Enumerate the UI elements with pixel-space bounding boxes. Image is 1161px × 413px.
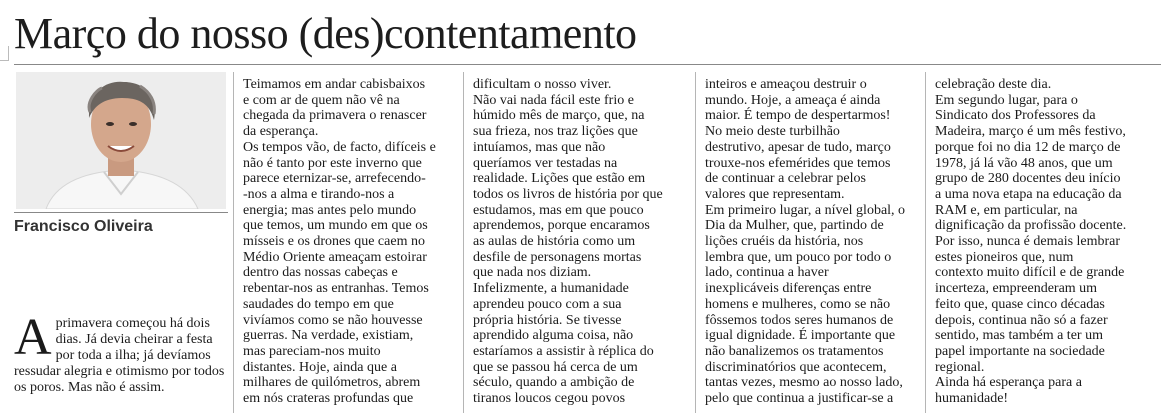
column-line: depois, continua não só a fazer: [935, 312, 1108, 328]
column-line: milhares de quilómetros, abrem: [243, 375, 421, 391]
text-column-4: [935, 77, 1126, 413]
column-line: mísseis e os drones que caem no: [243, 234, 425, 250]
column-line: contexto muito difícil e de grande: [935, 265, 1125, 281]
column-line: trouxe-nos efemérides que temos: [705, 155, 891, 171]
column-line: não é tanto por este inverno que: [243, 155, 422, 171]
column-line: aprendemos, porque encaramos: [473, 218, 650, 234]
column-divider: [695, 72, 696, 413]
lead-paragraph: [14, 309, 228, 396]
column-line: Ainda há esperança para a: [935, 375, 1082, 391]
article-title: Março do nosso (des)contentamento: [14, 9, 637, 58]
column-line: estes pioneiros que, num: [935, 249, 1074, 265]
author-divider: [14, 212, 228, 213]
text-column-1: [243, 77, 436, 413]
column-line: saudades do tempo em que: [243, 296, 394, 312]
column-line: Dia da Mulher, que, partindo de: [705, 218, 884, 234]
column-line: discriminatórios que acontecem,: [705, 359, 887, 375]
column-line: inexplicáveis diferenças entre: [705, 281, 872, 297]
column-divider: [233, 72, 234, 413]
column-line: vivíamos como se não houvesse: [243, 312, 423, 328]
column-line: Os tempos vão, de facto, difíceis e: [243, 139, 436, 155]
column-line: de continuar a celebrar pelos: [705, 171, 866, 187]
column-line: igual dignidade. É importante que: [705, 328, 896, 344]
column-line: inteiros e ameaçou destruir o: [705, 77, 867, 92]
column-line: sua frieza, nos traz lições que: [473, 124, 638, 140]
column-line: século, quando a ambição de: [473, 375, 635, 391]
column-line: porque foi no dia 12 de março de: [935, 139, 1121, 155]
column-line: Madeira, março é um mês festivo,: [935, 124, 1126, 140]
column-line: Em primeiro lugar, a nível global, o: [705, 202, 906, 218]
column-line: maior. É tempo de despertarmos!: [705, 108, 891, 124]
column-line: papel importante na sociedade: [935, 343, 1105, 359]
column-line: tiranos loucos cegou povos: [473, 391, 626, 407]
column-line: Não vai nada fácil este frio e: [473, 92, 634, 108]
column-line: dificultam o nosso viver.: [473, 77, 612, 92]
column-line: lado, continua a haver: [705, 265, 829, 281]
column-line: própria história. Se tivesse: [473, 312, 622, 328]
column-line: mas pareciam-nos muito: [243, 343, 381, 359]
column-line: Infelizmente, a humanidade: [473, 281, 629, 297]
author-name: Francisco Oliveira: [14, 218, 153, 235]
author-portrait-icon: [16, 72, 226, 209]
author-photo: [16, 72, 226, 209]
page-edge-mark: [0, 46, 9, 61]
column-line: realidade. Lições que estão em: [473, 171, 646, 187]
column-line: incerteza, empreenderam um: [935, 281, 1098, 297]
column-line: estudamos, mas em que pouco: [473, 202, 644, 218]
column-line: chegada da primavera o renascer: [243, 108, 427, 124]
column-line: Por isso, nunca é demais lembrar: [935, 234, 1121, 250]
column-line: destrutivo, apesar de tudo, março: [705, 139, 891, 155]
column-line: humanidade!: [935, 391, 1009, 407]
column-line: tantas vezes, mesmo ao nosso lado,: [705, 375, 903, 391]
column-line: -nos a alma e tirando-nos a: [243, 186, 395, 202]
column-line: todos os livros de história por que: [473, 186, 663, 202]
text-column-2: [473, 77, 663, 413]
column-line: RAM e, em particular, na: [935, 202, 1078, 218]
column-line: Médio Oriente ameaçam estoirar: [243, 249, 427, 265]
column-line: valores que representam.: [705, 186, 845, 202]
column-line: intuíamos, mas que não: [473, 139, 606, 155]
column-line: e com ar de quem não vê na: [243, 92, 400, 108]
column-line: a uma nova etapa na educação da: [935, 186, 1122, 202]
column-line: energia; mas antes pelo mundo: [243, 202, 417, 218]
column-line: rebentar-nos as entranhas. Temos: [243, 281, 429, 297]
column-line: não banalizemos os tratamentos: [705, 343, 884, 359]
column-line: parece eternizar-se, arrefecendo-: [243, 171, 426, 187]
column-line: distantes. Hoje, ainda que a: [243, 359, 397, 375]
column-line: feito que, quase cinco décadas: [935, 296, 1105, 312]
column-line: homens e mulheres, como se não: [705, 296, 891, 312]
column-line: que se passou há cerca de um: [473, 359, 638, 375]
column-line: desfile de personagens mortas: [473, 249, 642, 265]
column-line: aprendido alguma coisa, não: [473, 328, 634, 344]
column-line: em nós crateras profundas que: [243, 391, 414, 407]
column-line: dentro das nossas cabeças e: [243, 265, 398, 281]
column-divider: [463, 72, 464, 413]
column-line: lembra que, um pouco por todo o: [705, 249, 892, 265]
column-line: aprendeu pouco com a sua: [473, 296, 622, 312]
column-line: fôssemos todos seres humanos de: [705, 312, 894, 328]
column-line: No meio deste turbilhão: [705, 124, 840, 140]
column-line: dignificação da profissão docente.: [935, 218, 1127, 234]
column-line: da esperança.: [243, 124, 319, 140]
column-line: mundo. Hoje, a ameaça é ainda: [705, 92, 881, 108]
column-line: Em segundo lugar, para o: [935, 92, 1078, 108]
column-line: Sindicato dos Professores da: [935, 108, 1096, 124]
column-line: que temos, um mundo em que os: [243, 218, 428, 234]
column-line: estaríamos a assistir à réplica do: [473, 343, 654, 359]
title-divider: [14, 64, 1161, 65]
column-line: lições cruéis da história, nos: [705, 234, 864, 250]
column-line: celebração deste dia.: [935, 77, 1052, 92]
column-line: regional.: [935, 359, 985, 375]
column-line: pelo que continua a justificar-se a: [705, 391, 894, 407]
drop-cap: A: [14, 309, 52, 366]
column-divider: [925, 72, 926, 413]
column-line: sentido, mas também a ter um: [935, 328, 1103, 344]
text-column-3: [705, 77, 905, 413]
lead-text: primavera começou há dois dias. Já devia cheirar a festa por toda a ilha; já devíamos ressudar alegria e otimismo por todos os poros. Mas não é assim.: [14, 316, 225, 395]
column-line: guerras. Na verdade, existiam,: [243, 328, 414, 344]
column-line: grupo de 280 docentes deu início: [935, 171, 1121, 187]
column-line: Teimamos em andar cabisbaixos: [243, 77, 426, 92]
column-line: as aulas de história como um: [473, 234, 636, 250]
column-line: 1978, já lá vão 48 anos, que um: [935, 155, 1113, 171]
column-line: húmido mês de março, que, na: [473, 108, 645, 124]
column-line: que nada nos diziam.: [473, 265, 592, 281]
column-line: queríamos ver testadas na: [473, 155, 618, 171]
